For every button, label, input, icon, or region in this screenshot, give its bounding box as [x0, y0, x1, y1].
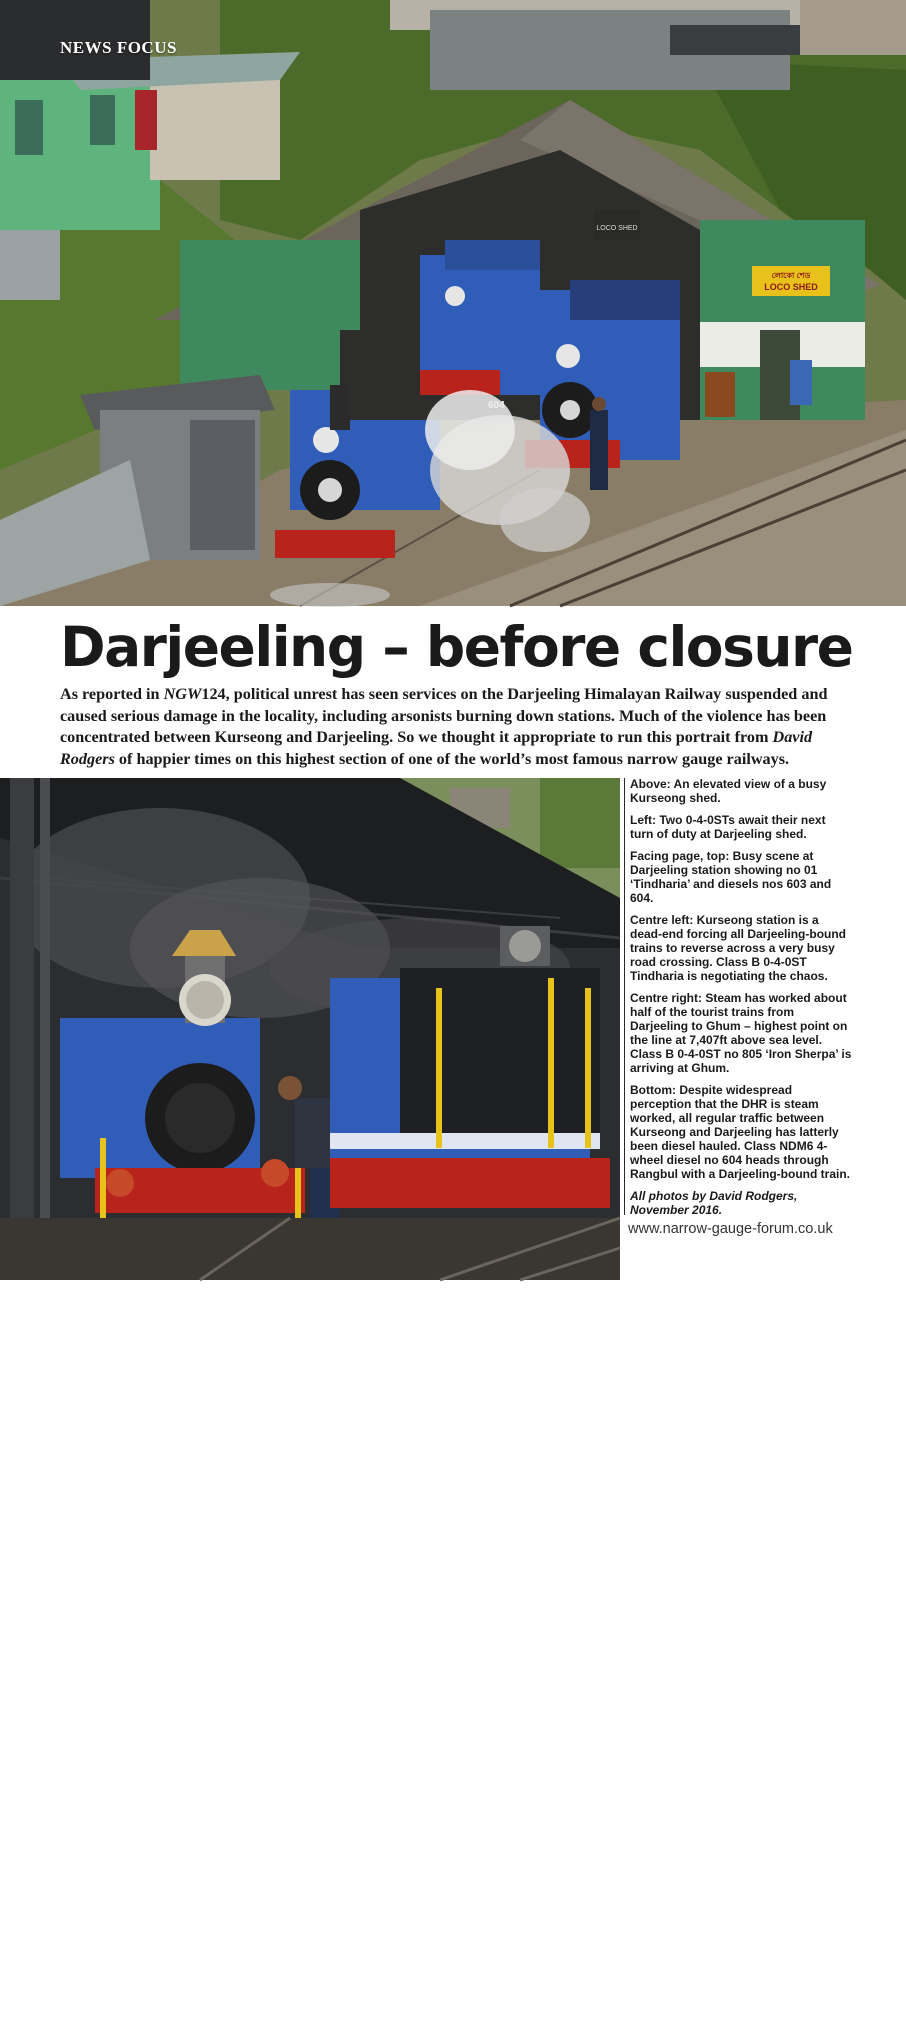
- caption-above: Above: An elevated view of a busy Kurseong shed.: [630, 777, 827, 805]
- photo-credit-line-2: November 2016.: [630, 1203, 723, 1217]
- photo-credit: [630, 1189, 852, 1217]
- section-label: NEWS FOCUS: [60, 38, 177, 57]
- bottom-photo-darjeeling-shed: [0, 778, 620, 2017]
- page-number: 18: [60, 1998, 79, 2017]
- loco-shed-inner-sign: LOCO SHED: [596, 225, 638, 232]
- article-headline: Darjeeling – before closure: [60, 615, 853, 679]
- svg-text:লোকো শেড: লোকো শেড: [771, 271, 811, 280]
- intro-publication: NGW: [163, 685, 202, 703]
- intro-text-2: 124, political unrest has seen services on the Darjeeling Himalayan Railway suspended and caused serious damage in the locality, including arsonists burning down stations. Much of the violence has been concentrated between Kurseong and Darjeeling. So we thought it appropriate to run this portrait from: [60, 685, 828, 746]
- intro-text-3: of happier times on this highest section of one of the world’s most famous narrow gauge railways.: [114, 749, 790, 768]
- caption-centre-right: Centre right: Steam has worked about half of the tourist trains from Darjeeling to Ghum – highest point on the line at 7,407ft above sea level. Class B 0-4-0ST no 805 ‘Iron Sherpa’ is arriving at Ghum.: [630, 991, 852, 1075]
- photo-credit-line-1: All photos by David Rodgers,: [630, 1189, 798, 1203]
- caption-bottom: Bottom: Despite widespread perception that the DHR is steam worked, all regular traffic between Kurseong and Darjeeling has latterly been diesel hauled. Class NDM6 4-wheel diesel no 604 heads through Rangbul with a Darjeeling-bound train.: [630, 1083, 851, 1181]
- darjeeling-shed-illustration: [0, 778, 620, 1280]
- photo-captions: [630, 777, 852, 1225]
- top-photo-kurseong-shed: [0, 0, 906, 606]
- column-divider: [624, 778, 625, 1215]
- caption-facing-page-top: Facing page, top: Busy scene at Darjeeling station showing no 01 ‘Tindharia’ and diesels nos 603 and 604.: [630, 849, 832, 905]
- loco-shed-sign: LOCO SHED: [764, 282, 818, 292]
- intro-text-1: As reported in: [60, 685, 164, 703]
- caption-left: Left: Two 0-4-0STs await their next turn of duty at Darjeeling shed.: [630, 813, 826, 841]
- intro-photographer: David Rodgers: [60, 728, 813, 768]
- website-url: www.narrow-gauge-forum.co.uk: [628, 1221, 833, 1237]
- caption-centre-left: Centre left: Kurseong station is a dead-end forcing all Darjeeling-bound trains to reverse across a very busy road crossing. Class B 0-4-0ST Tindharia is negotiating the chaos.: [630, 913, 847, 983]
- kurseong-shed-illustration: [0, 0, 906, 606]
- article-intro: [60, 684, 850, 770]
